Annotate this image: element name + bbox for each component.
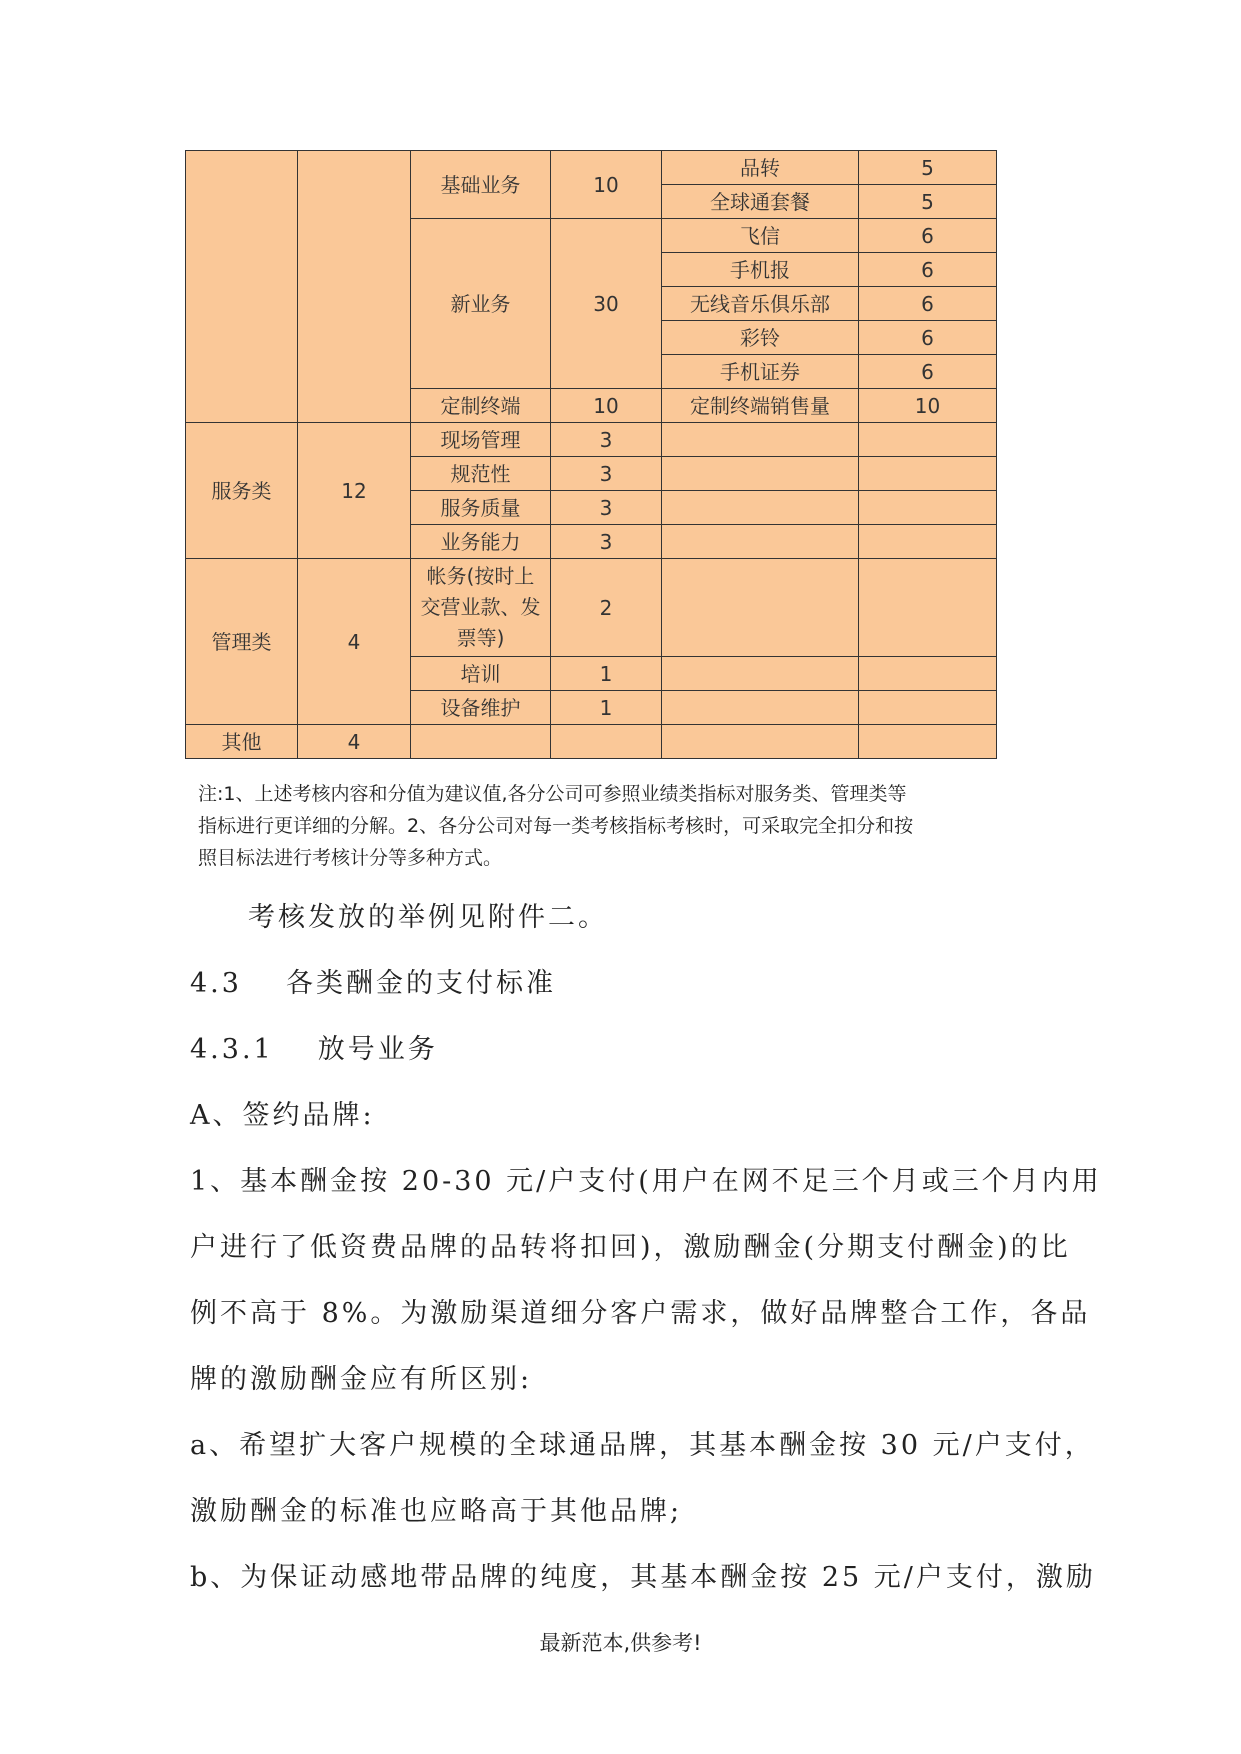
category-score-cell (298, 151, 411, 423)
category-cell (186, 151, 298, 423)
table-cell (662, 657, 859, 691)
table-cell: 全球通套餐 (662, 185, 859, 219)
table-cell (859, 657, 997, 691)
table-row (186, 725, 997, 759)
table-cell (859, 725, 997, 759)
table-cell: 30 (551, 219, 662, 389)
table-cell: 定制终端销售量 (662, 389, 859, 423)
table-cell: 3 (551, 491, 662, 525)
table-cell: 3 (551, 457, 662, 491)
table-cell (662, 725, 859, 759)
category-cell: 其他 (186, 725, 298, 759)
table-cell (859, 423, 997, 457)
table-cell: 5 (859, 151, 997, 185)
table-cell: 定制终端 (411, 389, 551, 423)
table-cell: 规范性 (411, 457, 551, 491)
table-cell: 彩铃 (662, 321, 859, 355)
section-number: 4.3 (190, 968, 242, 999)
page-footer: 最新范本,供参考! (539, 1631, 702, 1655)
table-cell: 2 (551, 559, 662, 657)
table-cell: 6 (859, 253, 997, 287)
assessment-table (185, 150, 997, 759)
table-cell: 6 (859, 355, 997, 389)
table-cell: 3 (551, 423, 662, 457)
table-cell (551, 725, 662, 759)
paragraph: 例不高于 8%。为激励渠道细分客户需求，做好品牌整合工作，各品 (190, 1298, 1091, 1329)
table-note (198, 778, 998, 874)
table-cell: 新业务 (411, 219, 551, 389)
table-cell: 设备维护 (411, 691, 551, 725)
table-cell: 1 (551, 691, 662, 725)
paragraph: 牌的激励酬金应有所区别: (190, 1364, 533, 1395)
table-cell: 帐务(按时上交营业款、发票等) (411, 559, 551, 657)
table-cell: 培训 (411, 657, 551, 691)
table-cell: 品转 (662, 151, 859, 185)
section-number: 4.3.1 (190, 1034, 274, 1065)
table-cell: 10 (551, 151, 662, 219)
table-cell (662, 491, 859, 525)
table-cell: 6 (859, 321, 997, 355)
table-cell: 1 (551, 657, 662, 691)
table-row (186, 423, 997, 457)
note-line: 照目标法进行考核计分等多种方式。 (198, 847, 503, 869)
table-cell: 3 (551, 525, 662, 559)
paragraph: a、希望扩大客户规模的全球通品牌，其基本酬金按 30 元/户支付， (190, 1430, 1095, 1461)
category-cell: 管理类 (186, 559, 298, 725)
table-row (186, 151, 997, 185)
paragraph: 考核发放的举例见附件二。 (248, 902, 608, 933)
table-cell (859, 525, 997, 559)
table-cell (662, 457, 859, 491)
body-text (190, 885, 1102, 1611)
section-title: 各类酬金的支付标准 (285, 968, 556, 999)
category-cell: 服务类 (186, 423, 298, 559)
table-cell: 业务能力 (411, 525, 551, 559)
paragraph: A、签约品牌: (190, 1100, 375, 1131)
table-cell: 6 (859, 287, 997, 321)
table-cell: 现场管理 (411, 423, 551, 457)
section-heading-4-3-1 (190, 1017, 1070, 1083)
paragraph: 激励酬金的标准也应略高于其他品牌; (190, 1496, 683, 1527)
table-cell: 飞信 (662, 219, 859, 253)
table-cell: 手机证券 (662, 355, 859, 389)
paragraph: b、为保证动感地带品牌的纯度，其基本酬金按 25 元/户支付，激励 (190, 1562, 1096, 1593)
table-row (186, 559, 997, 657)
table-cell: 基础业务 (411, 151, 551, 219)
section-heading-4-3 (190, 951, 1070, 1017)
section-title: 放号业务 (317, 1034, 438, 1065)
table-cell (859, 457, 997, 491)
table-cell (859, 491, 997, 525)
table-cell: 10 (859, 389, 997, 423)
table-cell (411, 725, 551, 759)
note-line: 注:1、上述考核内容和分值为建议值,各分公司可参照业绩类指标对服务类、管理类等 (198, 783, 907, 805)
table-cell (662, 423, 859, 457)
table-cell (662, 525, 859, 559)
note-line: 指标进行更详细的分解。2、各分公司对每一类考核指标考核时，可采取完全扣分和按 (198, 815, 914, 837)
paragraph: 户进行了低资费品牌的品转将扣回)，激励酬金(分期支付酬金)的比 (190, 1232, 1071, 1263)
table-cell (662, 559, 859, 657)
paragraph: 1、基本酬金按 20-30 元/户支付(用户在网不足三个月或三个月内用 (190, 1166, 1102, 1197)
table-cell: 手机报 (662, 253, 859, 287)
table-cell (662, 691, 859, 725)
table-cell: 5 (859, 185, 997, 219)
category-score-cell: 4 (298, 559, 411, 725)
table-cell: 10 (551, 389, 662, 423)
category-score-cell: 12 (298, 423, 411, 559)
table-cell: 6 (859, 219, 997, 253)
table-cell: 无线音乐俱乐部 (662, 287, 859, 321)
table-cell: 服务质量 (411, 491, 551, 525)
category-score-cell: 4 (298, 725, 411, 759)
table-cell (859, 559, 997, 657)
table-cell (859, 691, 997, 725)
